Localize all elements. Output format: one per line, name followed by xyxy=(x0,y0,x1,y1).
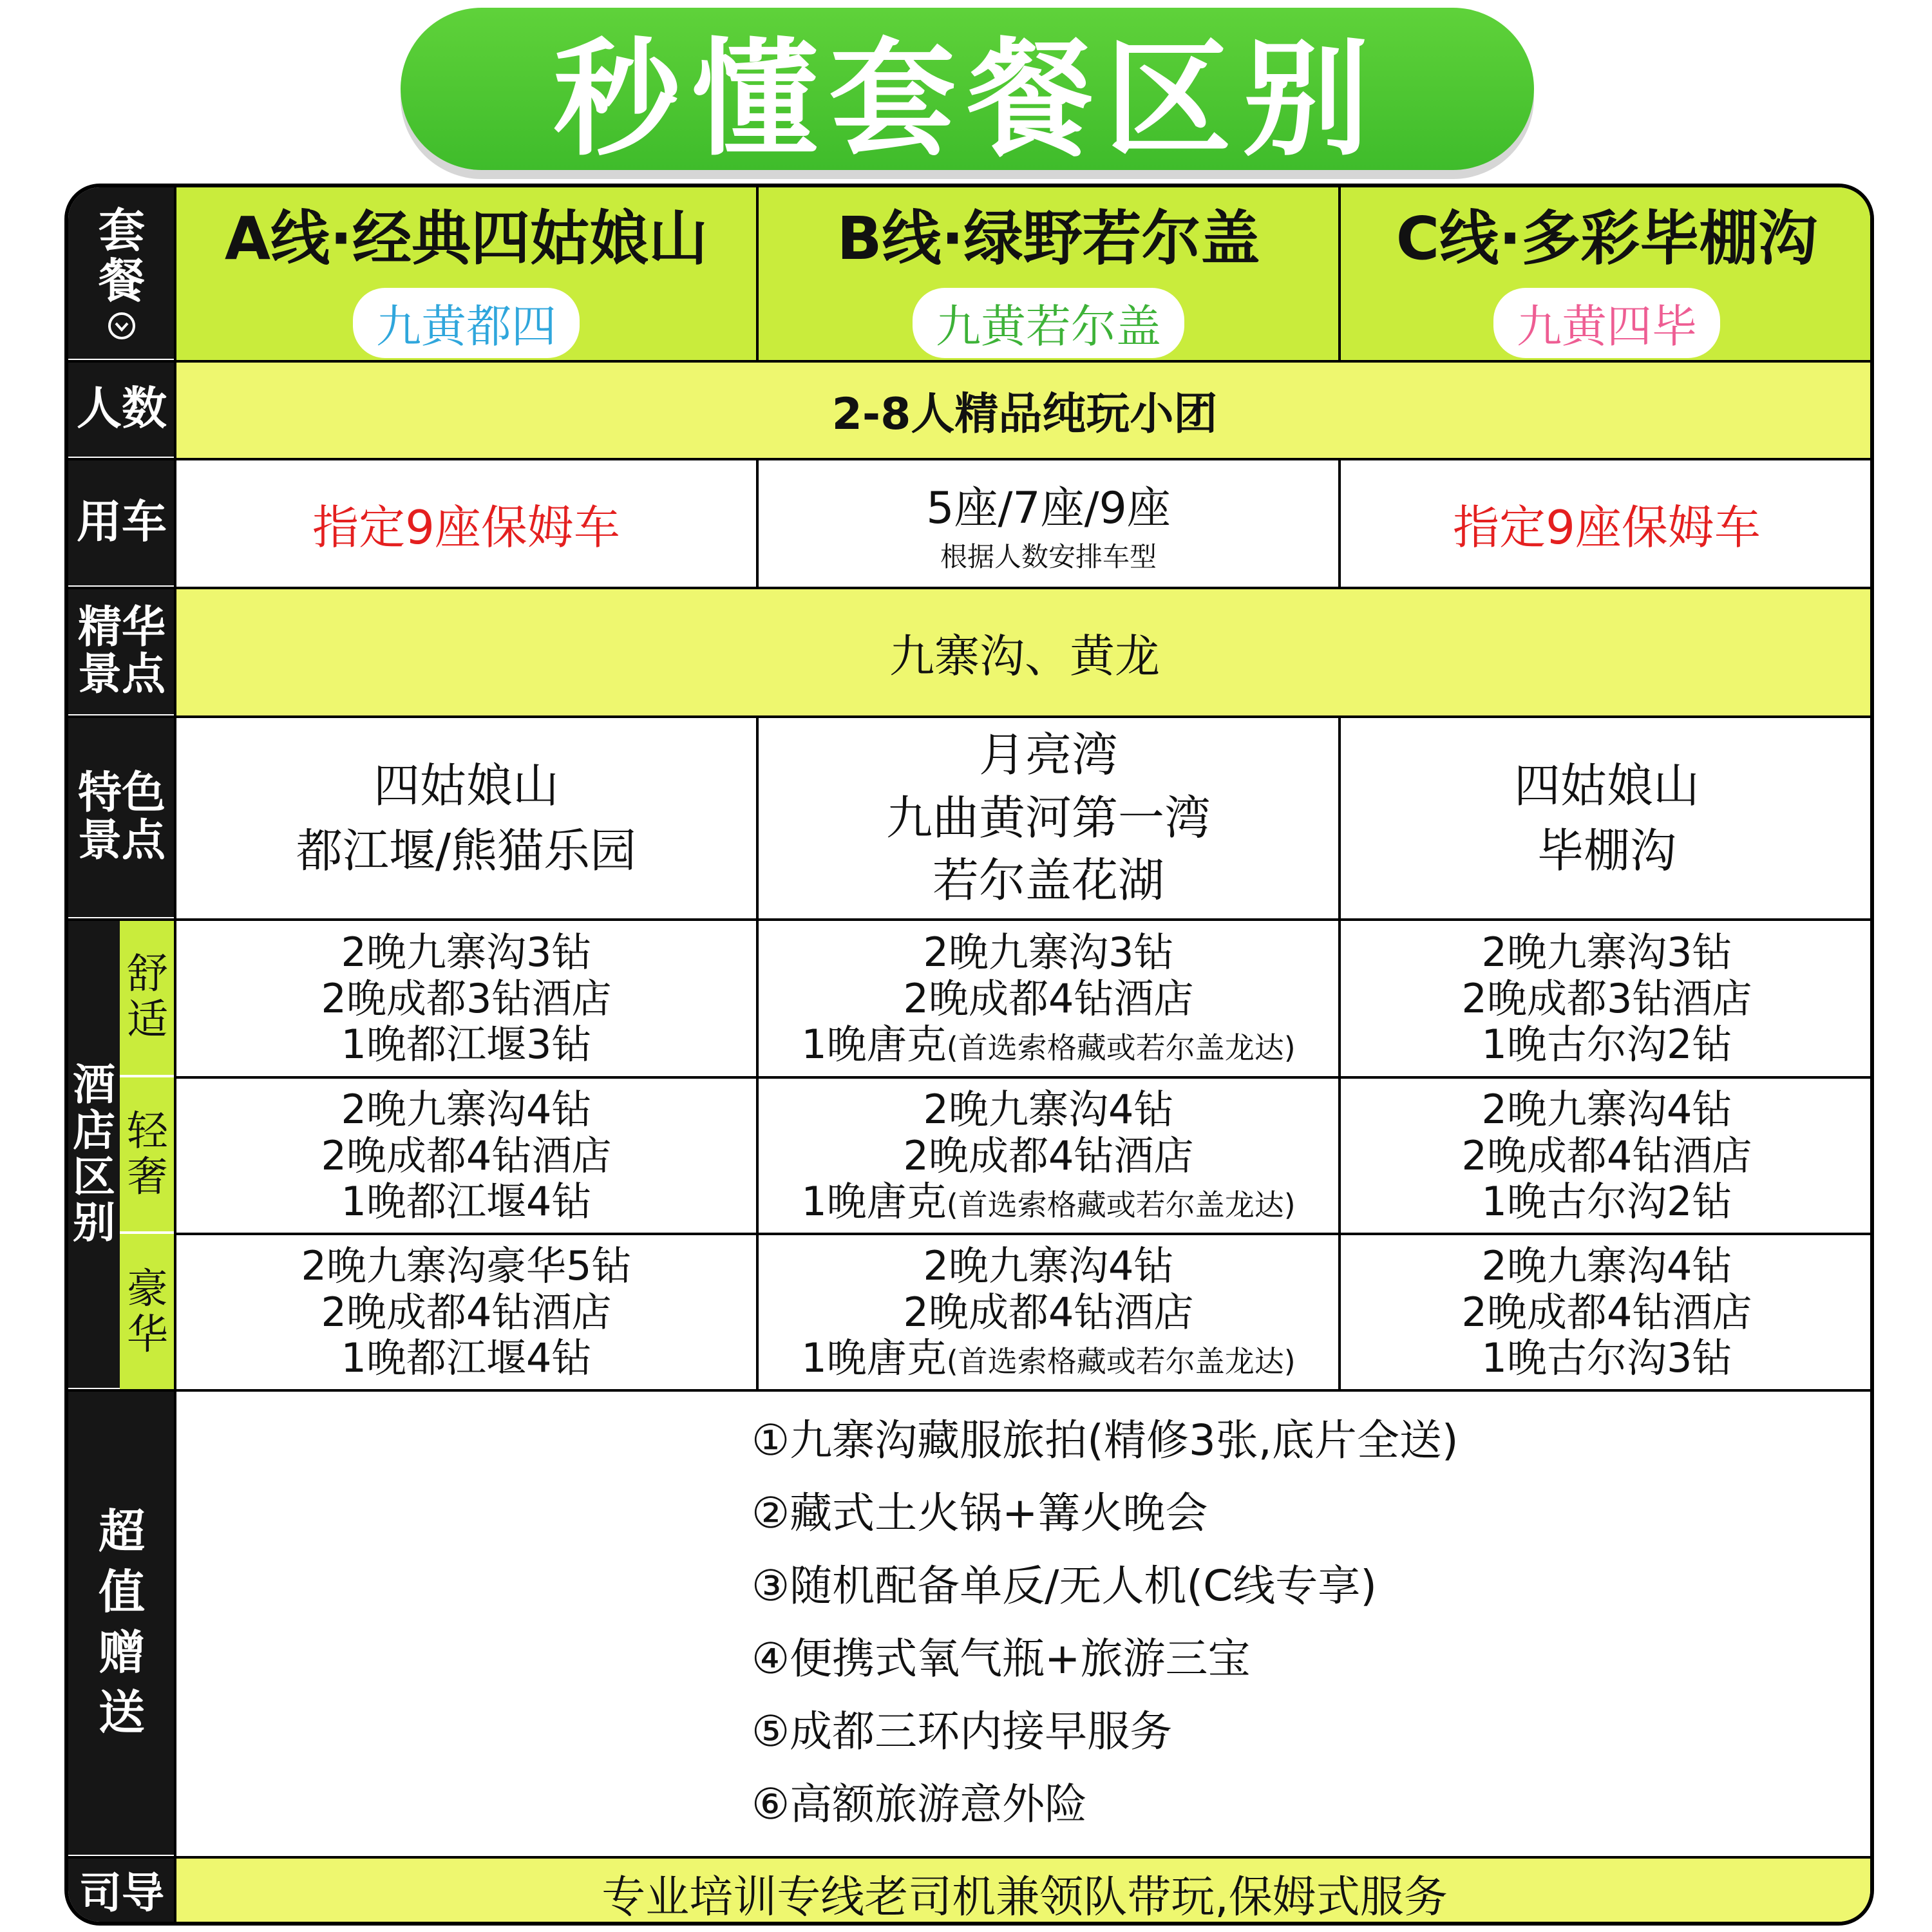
bonus-item: ①九寨沟藏服旅拍(精修3张,底片全送) xyxy=(752,1416,1459,1465)
bonus-item: ④便携式氧气瓶+旅游三宝 xyxy=(752,1634,1251,1683)
hotel-luxury-c: 2晚九寨沟4钻 2晚成都4钻酒店 1晚古尔沟3钻 xyxy=(1461,1242,1752,1382)
featured-c: 四姑娘山 毕棚沟 xyxy=(1513,758,1700,878)
hotel-light-luxury-c: 2晚九寨沟4钻 2晚成都4钻酒店 1晚古尔沟2钻 xyxy=(1461,1085,1752,1226)
side-guide: 司导 xyxy=(68,1857,175,1926)
highlights-row: 九寨沟、黄龙 xyxy=(175,588,1874,717)
tier-label-comfort: 舒 适 xyxy=(120,920,175,1077)
grid-line xyxy=(756,459,759,588)
hotel-luxury-b: 2晚九寨沟4钻 2晚成都4钻酒店 1晚唐克(首选索格藏或若尔盖龙达) xyxy=(801,1242,1296,1382)
grid-line xyxy=(68,458,1870,460)
package-tag-c: 九黄四毕 xyxy=(1493,288,1720,358)
side-hotel: 酒 店 区 别 xyxy=(68,920,120,1390)
guide-row: 专业培训专线老司机兼领队带玩,保姆式服务 xyxy=(175,1857,1874,1926)
car-a: 指定9座保姆车 xyxy=(312,500,620,554)
grid-line xyxy=(68,587,1870,589)
grid-line xyxy=(1338,717,1341,1390)
grid-line xyxy=(68,918,1870,921)
comparison-table xyxy=(64,184,1874,1926)
side-car: 用车 xyxy=(68,459,175,588)
bonus-item: ③随机配备单反/无人机(C线专享) xyxy=(752,1561,1377,1611)
grid-line xyxy=(175,1233,1874,1235)
grid-line xyxy=(175,1076,1874,1079)
tier-label-luxury: 豪 华 xyxy=(120,1234,175,1390)
hotel-comfort-c: 2晚九寨沟3钻 2晚成都3钻酒店 1晚古尔沟2钻 xyxy=(1461,928,1752,1068)
side-highlights: 精华 景点 xyxy=(68,588,175,717)
package-tag-b: 九黄若尔盖 xyxy=(913,288,1184,358)
people-row: 2-8人精品纯玩小团 xyxy=(175,361,1874,459)
grid-line xyxy=(174,187,176,1926)
grid-line xyxy=(756,717,759,1390)
package-tag-a: 九黄都四 xyxy=(353,288,580,358)
hotel-light-luxury-b: 2晚九寨沟4钻 2晚成都4钻酒店 1晚唐克(首选索格藏或若尔盖龙达) xyxy=(801,1085,1296,1226)
featured-b: 月亮湾 九曲黄河第一湾 若尔盖花湖 xyxy=(886,727,1211,908)
grid-line xyxy=(68,360,1870,363)
side-featured: 特色 景点 xyxy=(68,717,175,920)
package-header-c: C线·多彩毕棚沟 九黄四毕 xyxy=(1340,187,1874,361)
side-package: 套 餐 xyxy=(68,187,175,361)
hotel-comfort-a: 2晚九寨沟3钻 2晚成都3钻酒店 1晚都江堰3钻 xyxy=(321,928,612,1068)
chevron-down-circle-icon xyxy=(108,312,136,340)
grid-line xyxy=(68,1856,1870,1859)
hotel-light-luxury-a: 2晚九寨沟4钻 2晚成都4钻酒店 1晚都江堰4钻 xyxy=(321,1085,612,1226)
bonus-item: ②藏式土火锅+篝火晚会 xyxy=(752,1488,1208,1538)
package-header-a: A线·经典四姑娘山 九黄都四 xyxy=(175,187,757,361)
side-bonus: 超 值 赠 送 xyxy=(68,1390,175,1857)
car-c: 指定9座保姆车 xyxy=(1453,500,1761,554)
featured-a: 四姑娘山 都江堰/熊猫乐园 xyxy=(296,758,637,878)
grid-line xyxy=(1338,459,1341,588)
page-title: 秒懂套餐区别 xyxy=(553,26,1381,173)
hotel-luxury-a: 2晚九寨沟豪华5钻 2晚成都4钻酒店 1晚都江堰4钻 xyxy=(301,1242,632,1382)
grid-line xyxy=(68,715,1870,718)
package-header-b: B线·绿野若尔盖 九黄若尔盖 xyxy=(757,187,1340,361)
car-b: 5座/7座/9座 根据人数安排车型 xyxy=(926,482,1171,573)
side-people: 人数 xyxy=(68,361,175,459)
title-banner xyxy=(401,8,1534,173)
hotel-comfort-b: 2晚九寨沟3钻 2晚成都4钻酒店 1晚唐克(首选索格藏或若尔盖龙达) xyxy=(801,928,1296,1068)
grid-line xyxy=(1338,187,1341,361)
grid-line xyxy=(756,187,759,361)
bonus-item: ⑤成都三环内接早服务 xyxy=(752,1707,1173,1756)
bonus-item: ⑥高额旅游意外险 xyxy=(752,1779,1088,1829)
tier-label-light-luxury: 轻 奢 xyxy=(120,1077,175,1234)
grid-line xyxy=(68,1389,1870,1392)
bonus-list xyxy=(752,1416,1459,1856)
